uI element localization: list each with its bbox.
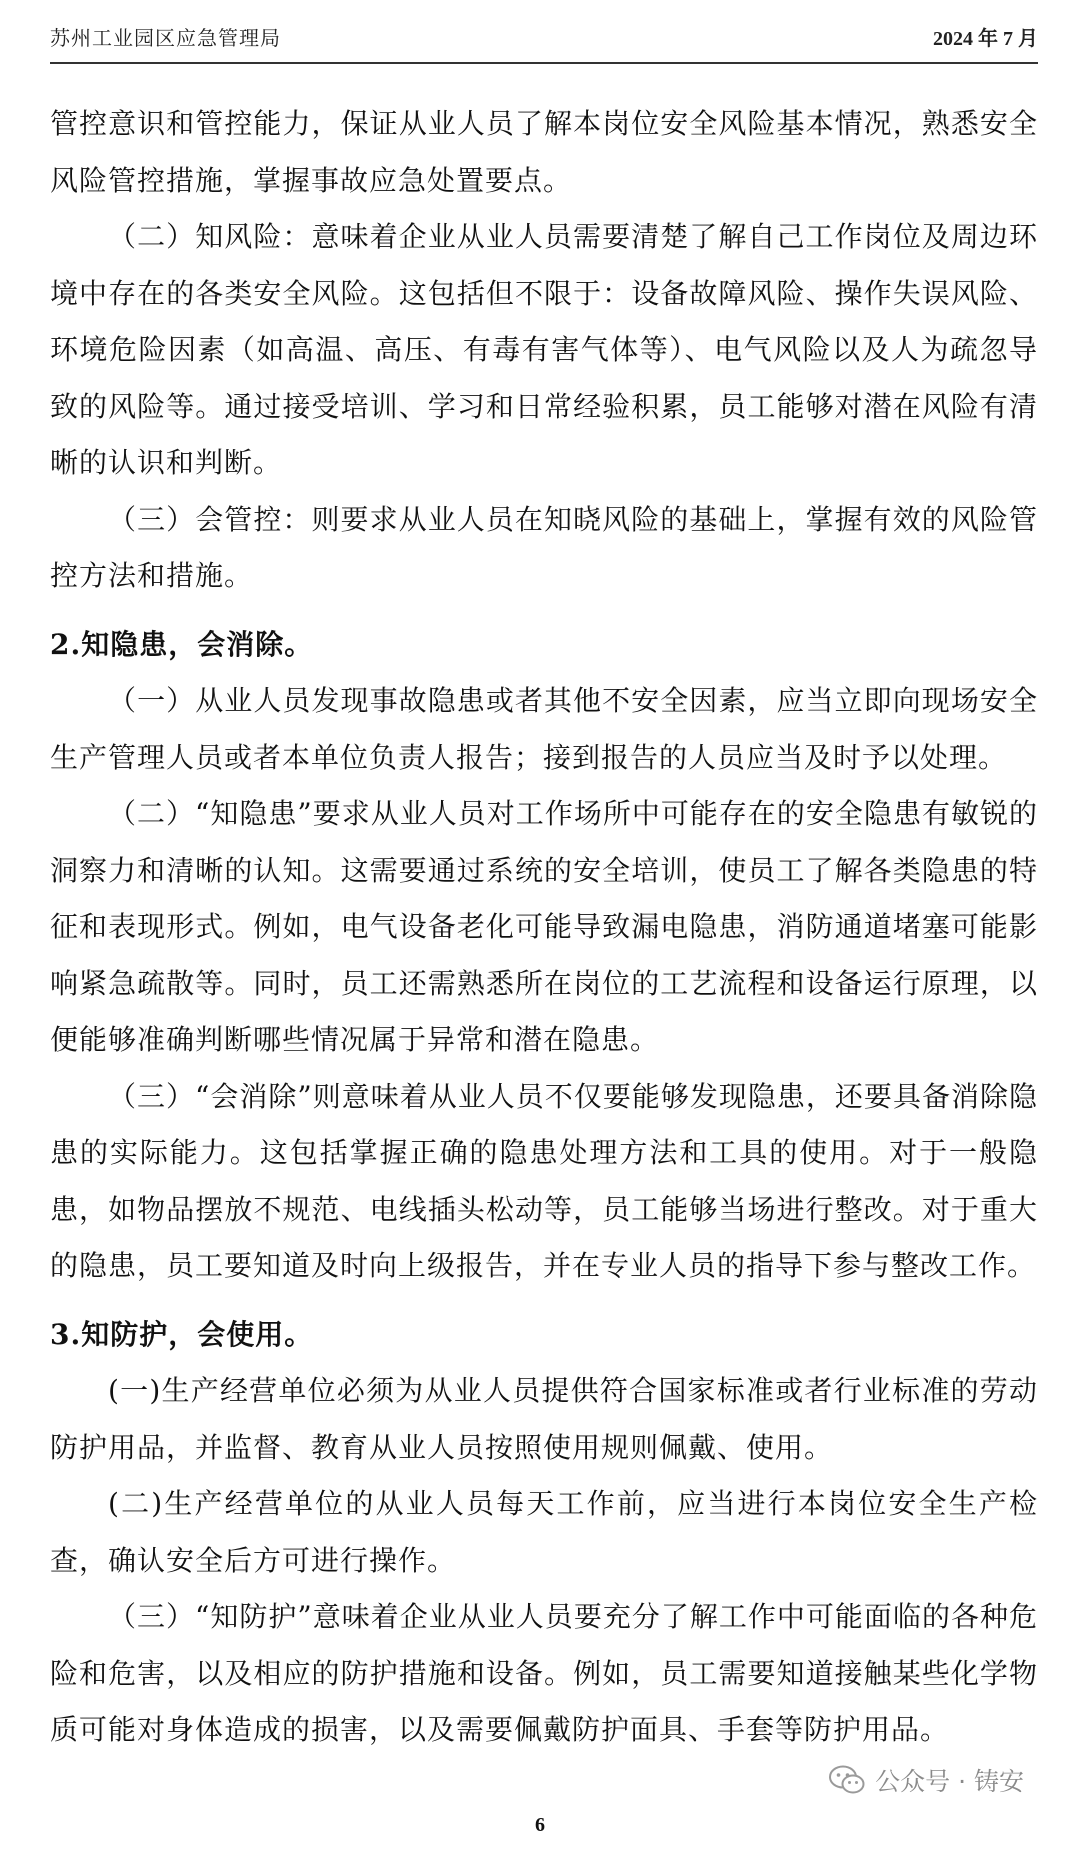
section-title-protection: 3.知防护，会使用。: [50, 1317, 314, 1351]
paragraph-know-hazard: （二）“知隐患”要求从业人员对工作场所中可能存在的安全隐患有敏锐的洞察力和清晰的认知。这需要通过系统的安全培训，使员工了解各类隐患的特征和表现形式。例如，电气设备老化可能导致漏电隐患，消防通道堵塞可能影响紧急疏散等。同时，员工还需熟悉所在岗位的工艺流程和设备运行原理，以便能够准确判断哪些情况属于异常和潜在隐患。: [50, 797, 1038, 1056]
wechat-icon: [829, 1765, 865, 1795]
paragraph-know-risk: （二）知风险：意味着企业从业人员需要清楚了解自己工作岗位及周边环境中存在的各类安全风险。这包括但不限于：设备故障风险、操作失误风险、环境危险因素（如高温、高压、有毒有害气体等）、电气风险以及人为疏忽导致的风险等。通过接受培训、学习和日常经验积累，员工能够对潜在风险有清晰的认识和判断。: [50, 220, 1038, 479]
page-number: 6: [535, 1814, 545, 1836]
paragraph-continued: 管控意识和管控能力，保证从业人员了解本岗位安全风险基本情况，熟悉安全风险管控措施，掌握事故应急处置要点。: [50, 107, 1038, 197]
paragraph-daily-check: (二)生产经营单位的从业人员每天工作前，应当进行本岗位安全生产检查，确认安全后方可进行操作。: [50, 1487, 1038, 1577]
page-header: [50, 22, 1038, 64]
section-title-hazards: 2.知隐患，会消除。: [50, 627, 314, 661]
page-content: [50, 96, 1038, 1759]
watermark-text: 公众号 · 铸安: [875, 1767, 1024, 1796]
header-org: 苏州工业园区应急管理局: [50, 26, 281, 50]
watermark: [829, 1762, 1024, 1798]
paragraph-ppe-supply: (一)生产经营单位必须为从业人员提供符合国家标准或者行业标准的劳动防护用品，并监督、教育从业人员按照使用规则佩戴、使用。: [50, 1374, 1038, 1464]
header-date: 2024 年 7 月: [933, 28, 1038, 50]
paragraph-hazard-report: （一）从业人员发现事故隐患或者其他不安全因素，应当立即向现场安全生产管理人员或者本单位负责人报告；接到报告的人员应当及时予以处理。: [50, 684, 1038, 774]
paragraph-eliminate-hazard: （三）“会消除”则意味着从业人员不仅要能够发现隐患，还要具备消除隐患的实际能力。这包括掌握正确的隐患处理方法和工具的使用。对于一般隐患，如物品摆放不规范、电线插头松动等，员工能够当场进行整改。对于重大的隐患，员工要知道及时向上级报告，并在专业人员的指导下参与整改工作。: [50, 1079, 1038, 1282]
paragraph-know-protection: （三）“知防护”意味着企业从业人员要充分了解工作中可能面临的各种危险和危害，以及相应的防护措施和设备。例如，员工需要知道接触某些化学物质可能对身体造成的损害，以及需要佩戴防护面具、手套等防护用品。: [50, 1600, 1038, 1746]
paragraph-manage-risk: （三）会管控：则要求从业人员在知晓风险的基础上，掌握有效的风险管控方法和措施。: [50, 502, 1038, 592]
